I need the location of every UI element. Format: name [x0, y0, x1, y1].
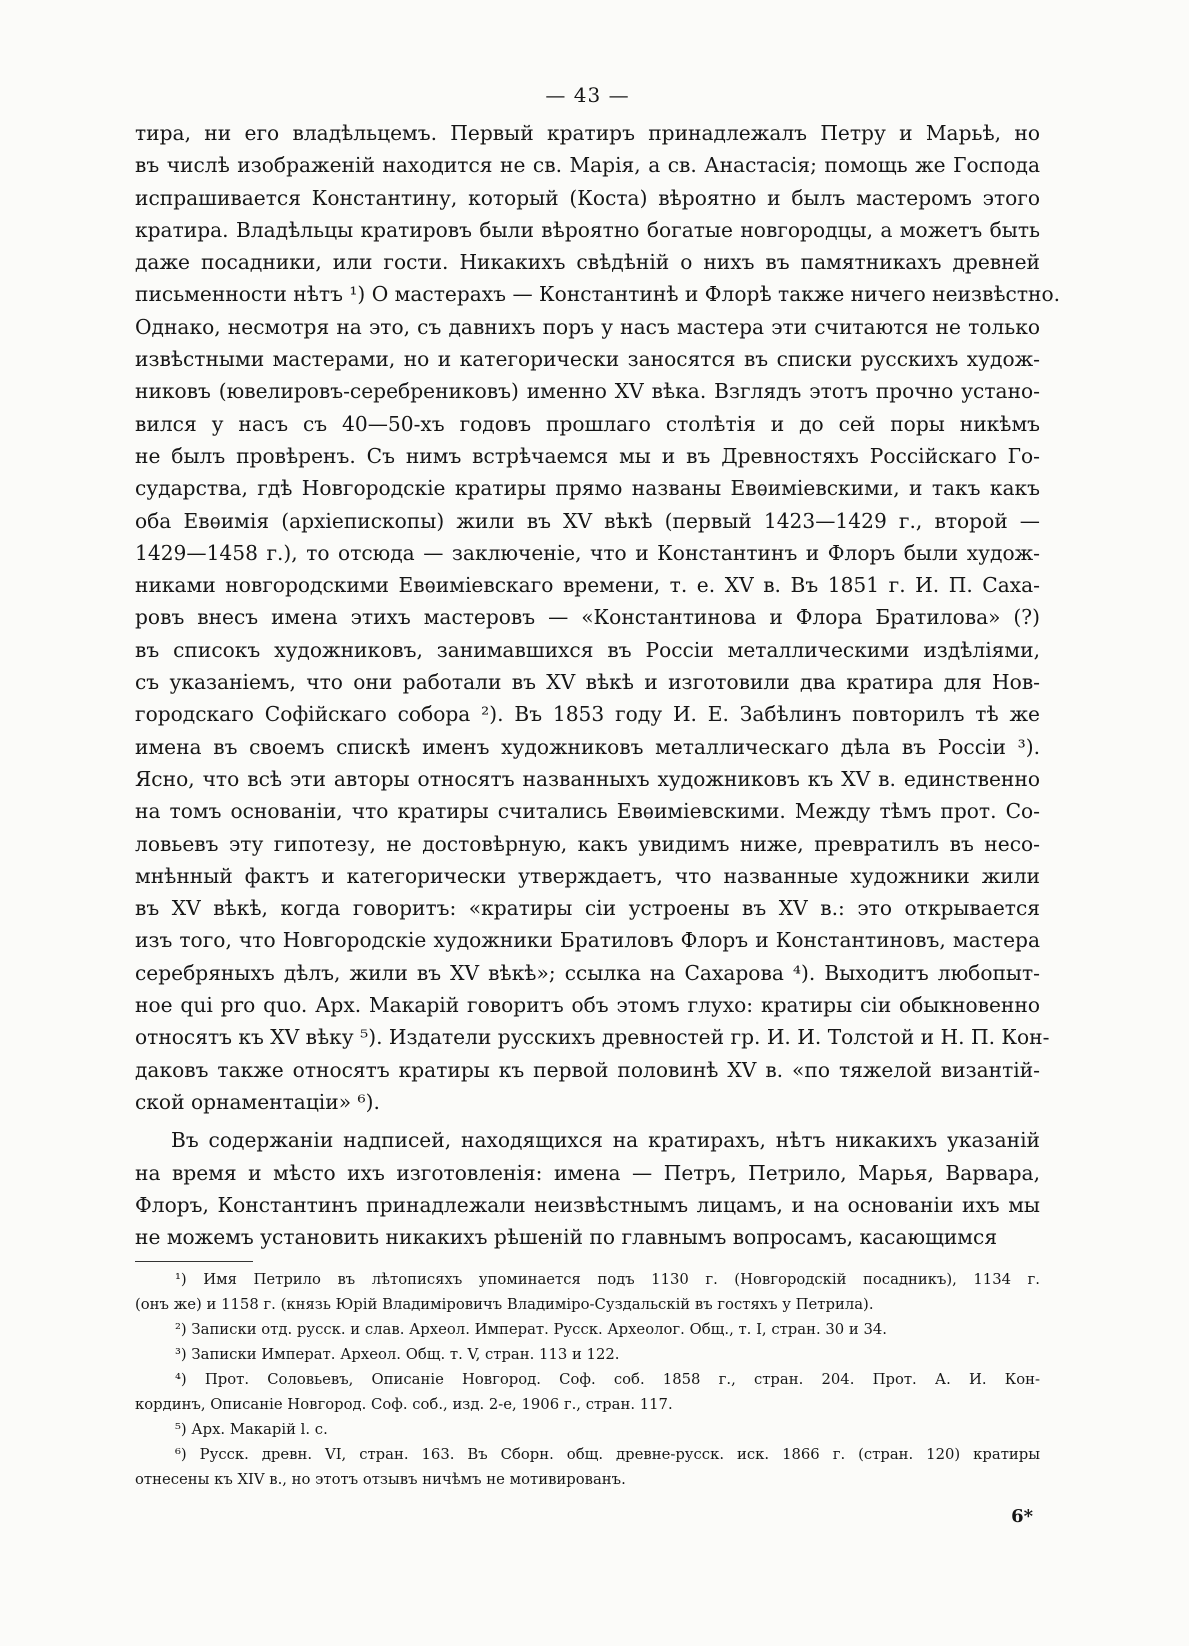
text-line: сударства, гдѣ Новгородскіе кратиры прямо названы Евѳиміевскими, и такъ какъ [135, 476, 1040, 501]
text-line: письменности нѣтъ ¹) О мастерахъ — Константинѣ и Флорѣ также ничего неизвѣстно. [135, 282, 1061, 307]
paragraph-2 [135, 1124, 1040, 1253]
text-line: никами новгородскими Евѳиміевскаго времени, т. е. XV в. Въ 1851 г. И. П. Саха- [135, 573, 1040, 598]
text-line: въ списокъ художниковъ, занимавшихся въ Россіи металлическими издѣліями, [135, 637, 1040, 662]
text-line: тира, ни его владѣльцемъ. Первый кратиръ принадлежалъ Петру и Марьѣ, но [135, 121, 1040, 145]
text-line: Однако, несмотря на это, съ давнихъ поръ у насъ мастера эти считаются не только [135, 314, 1040, 339]
footnote [135, 1268, 1040, 1318]
text-line: серебряныхъ дѣлъ, жили въ XV вѣкѣ»; ссылка на Сахарова ⁴). Выходитъ любопыт- [135, 960, 1040, 985]
text-line: имена въ своемъ спискѣ именъ художниковъ металлическаго дѣла въ Россіи ³). [135, 734, 1040, 759]
text-line: 1429—1458 г.), то отсюда — заключеніе, что и Константинъ и Флоръ были худож- [135, 540, 1040, 565]
paragraph-1 [135, 117, 1061, 1118]
footnote-line: ²) Записки отд. русск. и слав. Археол. Императ. Русск. Археолог. Общ., т. I, стран. 30 и 34. [175, 1321, 887, 1339]
text-line: изъ того, что Новгородскіе художники Братиловъ Флоръ и Константиновъ, мастера [135, 928, 1040, 953]
text-line: никовъ (ювелировъ-серебрениковъ) именно XV вѣка. Взглядъ этотъ прочно устано- [135, 379, 1040, 404]
text-line: городскаго Софійскаго собора ²). Въ 1853 году И. Е. Забѣлинъ повторилъ тѣ же [135, 702, 1040, 727]
text-line: ской орнаментаціи» ⁶). [135, 1089, 380, 1114]
text-line: ловьевъ эту гипотезу, не достовѣрную, какъ увидимъ ниже, превратилъ въ несо- [135, 831, 1040, 856]
text-line: съ указаніемъ, что они работали въ XV вѣкѣ и изготовили два кратира для Нов- [135, 670, 1040, 695]
footnote-divider [135, 1261, 253, 1262]
text-line: Ясно, что всѣ эти авторы относятъ названныхъ художниковъ къ XV в. единственно [135, 766, 1040, 791]
footnote [135, 1343, 1040, 1368]
text-line: на время и мѣсто ихъ изготовленія: имена — Петръ, Петрило, Марья, Варвара, [135, 1160, 1040, 1185]
text-line: ровъ внесъ имена этихъ мастеровъ — «Константинова и Флора Братилова» (?) [135, 605, 1040, 630]
footnote-line: ³) Записки Императ. Археол. Общ. т. V, стран. 113 и 122. [175, 1346, 620, 1364]
footnotes [135, 1268, 1040, 1492]
text-line: испрашивается Константину, который (Коста) вѣроятно и былъ мастеромъ этого [135, 185, 1040, 210]
footnote-line: ¹) Имя Петрило въ лѣтописяхъ упоминается подъ 1130 г. (Новгородскій посадникъ), 1134 г. [175, 1271, 1040, 1289]
text-line: Въ содержаніи надписей, находящихся на кратирахъ, нѣтъ никакихъ указаній [171, 1128, 1040, 1153]
text-line: даже посадники, или гости. Никакихъ свѣдѣній о нихъ въ памятникахъ древней [135, 250, 1040, 275]
footnote [135, 1318, 1040, 1343]
footnote-line: ⁶) Русск. древн. VI, стран. 163. Въ Сборн. общ. древне-русск. иск. 1866 г. (стран. 120) кратиры [175, 1445, 1040, 1463]
footnote [135, 1418, 1040, 1443]
text-line: Флоръ, Константинъ принадлежали неизвѣстнымъ лицамъ, и на основаніи ихъ мы [135, 1192, 1040, 1217]
text-line: въ числѣ изображеній находится не св. Марія, а св. Анастасія; помощь же Господа [135, 153, 1040, 178]
footnote-line: кординъ, Описаніе Новгород. Соф. соб., изд. 2-е, 1906 г., стран. 117. [135, 1395, 673, 1413]
page-number: — 43 — [545, 83, 630, 107]
text-line: извѣстными мастерами, но и категорически заносятся въ списки русскихъ худож- [135, 347, 1040, 372]
text-line: не можемъ установить никакихъ рѣшеній по главнымъ вопросамъ, касающимся [135, 1225, 998, 1250]
main-text [135, 117, 1061, 1253]
text-line: кратира. Владѣльцы кратировъ были вѣроятно богатые новгородцы, а можетъ быть [135, 217, 1040, 242]
text-line: оба Евѳимія (архіепископы) жили въ XV вѣкѣ (первый 1423—1429 г., второй — [135, 508, 1040, 533]
text-line: ное qui pro quo. Арх. Макарій говоритъ объ этомъ глухо: кратиры сіи обыкновенно [135, 993, 1040, 1018]
text-line: вился у насъ съ 40—50-хъ годовъ прошлаго столѣтія и до сей поры никѣмъ [135, 411, 1040, 436]
text-line: мнѣнный фактъ и категорически утверждаетъ, что названные художники жили [135, 863, 1040, 888]
signature-mark: 6* [1011, 1506, 1033, 1527]
text-line: относятъ къ XV вѣку ⁵). Издатели русскихъ древностей гр. И. И. Толстой и Н. П. Кон- [135, 1025, 1050, 1050]
footnote-line: отнесены къ XIV в., но этотъ отзывъ ничѣмъ не мотивированъ. [135, 1470, 626, 1488]
footnote [135, 1368, 1040, 1418]
footnote-line: ⁵) Арх. Макарій l. c. [175, 1420, 328, 1438]
text-line: не былъ провѣренъ. Съ нимъ встрѣчаемся мы и въ Древностяхъ Россійскаго Го- [135, 443, 1040, 468]
text-line: въ XV вѣкѣ, когда говоритъ: «кратиры сіи устроены въ XV в.: это открывается [135, 896, 1040, 921]
footnote-line: (онъ же) и 1158 г. (князь Юрій Владиміровичъ Владиміро-Суздальскій въ гостяхъ у Петрила). [135, 1296, 874, 1314]
text-line: даковъ также относятъ кратиры къ первой половинѣ XV в. «по тяжелой византій- [135, 1057, 1040, 1082]
text-line: на томъ основаніи, что кратиры считались Евѳиміевскими. Между тѣмъ прот. Со- [135, 799, 1040, 824]
footnote [135, 1443, 1040, 1493]
footnote-line: ⁴) Прот. Соловьевъ, Описаніе Новгород. Соф. соб. 1858 г., стран. 204. Прот. А. И. Кон- [175, 1371, 1040, 1389]
